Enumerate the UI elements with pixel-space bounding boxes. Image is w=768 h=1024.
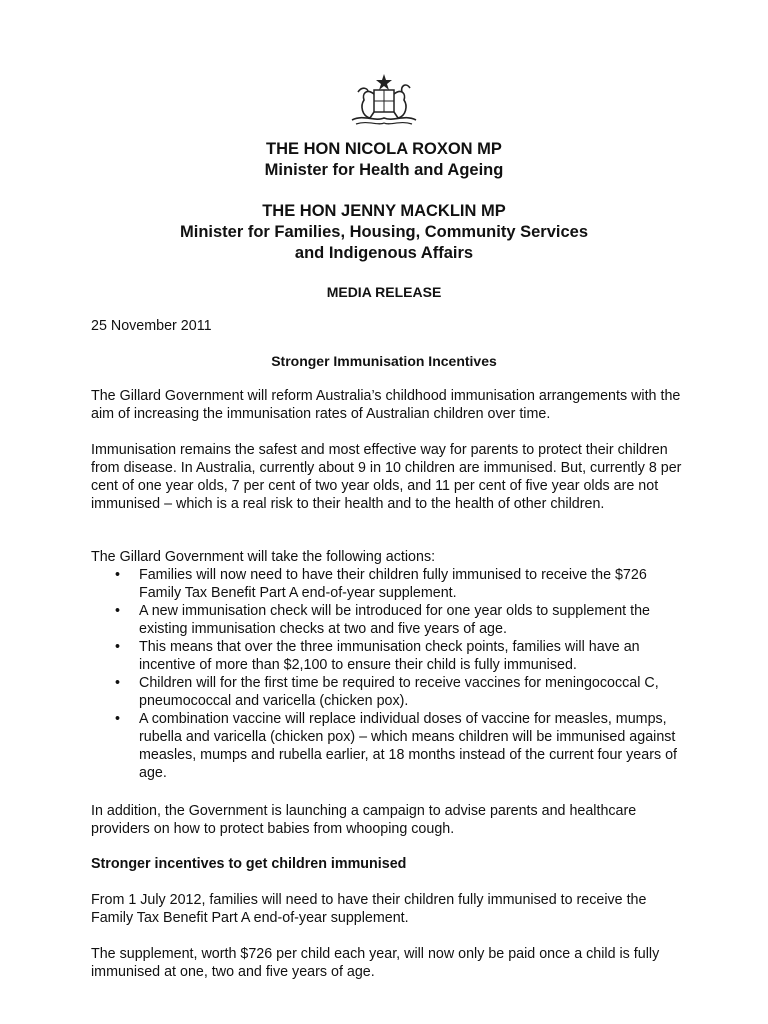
minister1-title: Minister for Health and Ageing <box>264 161 504 179</box>
release-title: Stronger Immunisation Incentives <box>271 353 497 369</box>
coat-of-arms-icon <box>344 70 424 130</box>
intro-paragraph: The Gillard Government will reform Australia’s childhood immunisation arrangements with the aim of increasing the immunisation rates of Australian children over time. <box>91 388 681 422</box>
release-date: 25 November 2011 <box>91 318 212 334</box>
minister2-title-line1: Minister for Families, Housing, Community Services <box>179 223 588 241</box>
context-paragraph: Immunisation remains the safest and most effective way for parents to protect their children from disease. In Australia, currently about 9 in 10 children are immunised. But, currently 8 per cent of one year olds, 7 per cent of two year olds, and 11 per cent of five year olds are not immunised – which is a real risk to their health and to the health of other children. <box>91 442 682 512</box>
addition-paragraph: In addition, the Government is launching a campaign to advise parents and healthcare providers on how to protect babies from whooping cough. <box>91 803 637 837</box>
minister1-name: THE HON NICOLA ROXON MP <box>266 140 502 158</box>
list-item: • A new immunisation check will be introduced for one year olds to supplement the existing immunisation checks at two and five years of age. <box>91 602 691 638</box>
section-paragraph: From 1 July 2012, families will need to have their children fully immunised to receive the Family Tax Benefit Part A end-of-year supplement. <box>91 892 647 926</box>
list-item: • Families will now need to have their children fully immunised to receive the $726 Family Tax Benefit Part A end-of-year supplement. <box>91 566 691 602</box>
minister2-name: THE HON JENNY MACKLIN MP <box>262 202 506 220</box>
actions-intro: The Gillard Government will take the following actions: <box>91 549 436 565</box>
section-heading: Stronger incentives to get children immunised <box>91 856 407 872</box>
list-item: • This means that over the three immunisation check points, families will have an incentive of more than $2,100 to ensure their child is fully immunised. <box>91 638 691 674</box>
release-type: MEDIA RELEASE <box>326 284 442 300</box>
minister2-title-line2: and Indigenous Affairs <box>294 244 474 262</box>
list-item: • A combination vaccine will replace individual doses of vaccine for measles, mumps, rubella and varicella (chicken pox) – which means children will be immunised against measles, mumps and rubella earlier, at 18 months instead of the current four years of age. <box>91 710 691 782</box>
section-paragraph: The supplement, worth $726 per child each year, will now only be paid once a child is fully immunised at one, two and five years of age. <box>91 946 660 980</box>
actions-list <box>91 566 691 782</box>
list-item: • Children will for the first time be required to receive vaccines for meningococcal C, pneumococcal and varicella (chicken pox). <box>91 674 691 710</box>
